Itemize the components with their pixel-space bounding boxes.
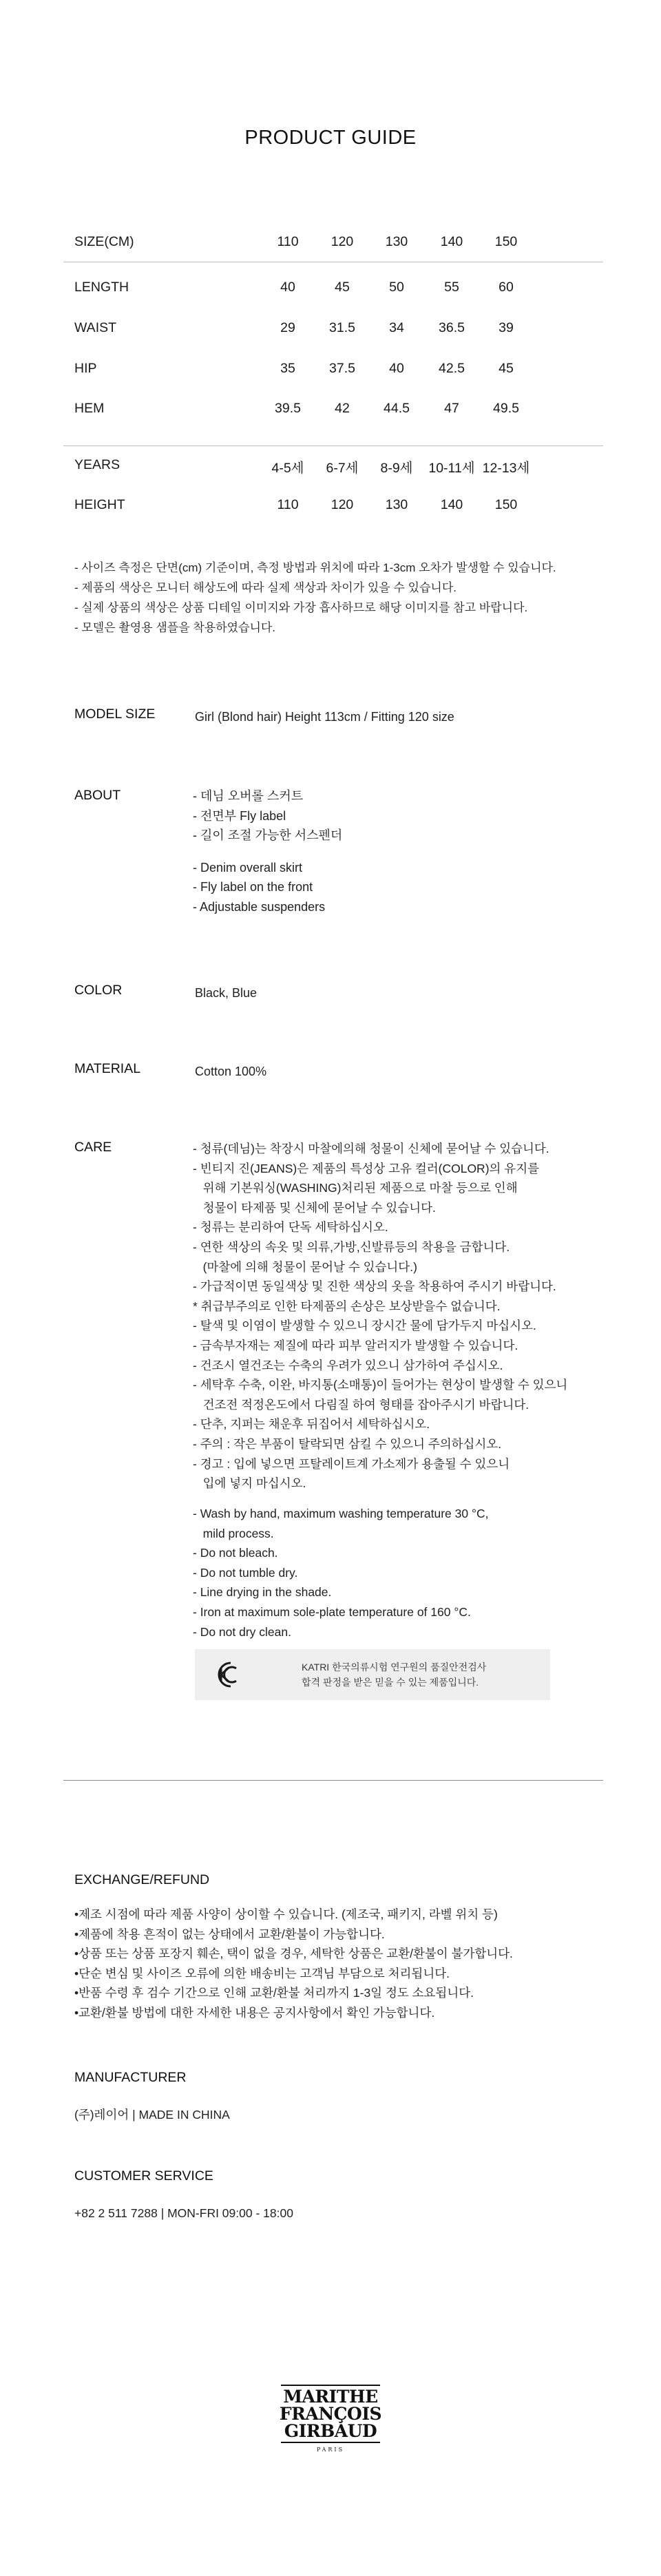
about-line: - 길이 조절 가능한 서스펜더 xyxy=(193,828,343,842)
exchange-line: •단순 변심 및 사이즈 오류에 의한 배송비는 고객님 부담으로 처리됩니다. xyxy=(74,1966,450,1980)
exchange-line: •제조 시점에 따라 제품 사양이 상이할 수 있습니다. (제조국, 패키지, 라벨 위치 등) xyxy=(74,1907,498,1921)
table-cell: 45 xyxy=(499,361,514,376)
table-cell: 42.5 xyxy=(439,361,465,376)
care-line: - 금속부자재는 제질에 따라 피부 알러지가 발생할 수 있습니다. xyxy=(193,1338,518,1352)
material-label: MATERIAL xyxy=(74,1061,141,1076)
model-size-label: MODEL SIZE xyxy=(74,706,156,722)
cert-line: 합격 판정을 받은 믿을 수 있는 제품입니다. xyxy=(302,1677,479,1688)
about-line: - 데님 오버롤 스커트 xyxy=(193,789,304,803)
logo-subtitle: PARIS xyxy=(316,2447,345,2453)
row-label: WAIST xyxy=(74,320,117,335)
table-cell: 44.5 xyxy=(384,401,410,416)
care-line: - 연한 색상의 속옷 및 의류,가방,신발류등의 착용을 금합니다. xyxy=(193,1239,510,1254)
table-cell: 140 xyxy=(440,497,463,512)
care-instructions-english xyxy=(193,1504,488,1642)
care-line: - 가급적이면 동일색상 및 진한 색상의 옷을 착용하여 주시기 바랍니다. xyxy=(193,1279,556,1294)
size-row-height xyxy=(74,497,605,518)
exchange-line: •반품 수령 후 검수 기간으로 인해 교환/환불 처리까지 1-3일 정도 소요됩니다. xyxy=(74,1986,474,2000)
kc-mark-icon xyxy=(210,1659,242,1690)
row-label: HEM xyxy=(74,401,105,416)
table-cell: 150 xyxy=(494,234,518,249)
care-line: mild process. xyxy=(193,1526,274,1540)
care-line: - 주의 : 작은 부품이 탈락되면 삼킬 수 있으니 주의하십시오. xyxy=(193,1436,502,1451)
exchange-line: •상품 또는 상품 포장지 훼손, 택이 없을 경우, 세탁한 상품은 교환/환불이 불가합니다. xyxy=(74,1947,513,1960)
row-label: HIP xyxy=(74,361,97,376)
exchange-line: •교환/환불 방법에 대한 자세한 내용은 공지사항에서 확인 가능합니다. xyxy=(74,2005,435,2020)
size-row-length xyxy=(74,280,605,300)
table-cell: 10-11세 xyxy=(428,461,475,476)
row-label: LENGTH xyxy=(74,280,129,295)
table-cell: 60 xyxy=(499,280,514,295)
care-line: - Line drying in the shade. xyxy=(193,1585,332,1600)
table-cell: 55 xyxy=(444,280,459,295)
exchange-line: •제품에 착용 흔적이 없는 상태에서 교환/환불이 가능합니다. xyxy=(74,1927,385,1941)
table-cell: 140 xyxy=(440,234,463,249)
table-cell: 110 xyxy=(277,497,299,512)
exchange-refund-title: EXCHANGE/REFUND xyxy=(74,1872,210,1887)
note-line: - 사이즈 측정은 단면(cm) 기준이며, 측정 방법과 위치에 따라 1-3cm 오차가 발생할 수 있습니다. xyxy=(74,561,556,574)
note-line: - 제품의 색상은 모니터 해상도에 따라 실제 색상과 차이가 있을 수 있습니다. xyxy=(74,581,457,594)
manufacturer-text: (주)레이어 | MADE IN CHINA xyxy=(74,2108,230,2122)
table-cell: 50 xyxy=(389,280,404,295)
table-cell: 40 xyxy=(389,361,404,376)
logo-line: MARITHE xyxy=(283,2387,378,2407)
logo-line: FRANÇOIS xyxy=(279,2404,382,2424)
about-line: - 전면부 Fly label xyxy=(193,808,286,823)
about-line xyxy=(193,846,342,858)
table-cell: 34 xyxy=(389,320,404,335)
note-line: - 모델은 촬영용 샘플을 착용하였습니다. xyxy=(74,621,276,634)
about-label: ABOUT xyxy=(74,788,121,803)
size-row-hem xyxy=(74,401,605,421)
care-line: - 세탁후 수축, 이완, 바지통(소매통)이 들어가는 현상이 발생할 수 있으니 xyxy=(193,1378,568,1392)
care-label: CARE xyxy=(74,1140,112,1155)
row-label: SIZE(CM) xyxy=(74,234,134,249)
care-line: * 취급부주의로 인한 타제품의 손상은 보상받을수 없습니다. xyxy=(193,1299,501,1313)
table-cell: 39.5 xyxy=(275,401,301,416)
about-text xyxy=(193,786,342,917)
care-instructions-korean xyxy=(193,1139,567,1494)
table-cell: 130 xyxy=(385,234,408,249)
care-line: - Wash by hand, maximum washing temperature 30 °C, xyxy=(193,1507,489,1520)
page-title: PRODUCT GUIDE xyxy=(244,127,417,149)
size-header-row xyxy=(74,234,605,255)
customer-service-title: CUSTOMER SERVICE xyxy=(74,2168,213,2184)
care-line: - Iron at maximum sole-plate temperature of 160 °C. xyxy=(193,1604,471,1619)
exchange-refund-text xyxy=(74,1905,513,2022)
table-cell: 4-5세 xyxy=(271,461,304,476)
table-cell: 8-9세 xyxy=(380,461,413,476)
kc-certification-box xyxy=(195,1649,550,1700)
care-line: - 단추, 지퍼는 채운후 뒤집어서 세탁하십시오. xyxy=(193,1417,430,1432)
note-line: - 실제 상품의 색상은 상품 디테일 이미지와 가장 흡사하므로 해당 이미지를 참고 바랍니다. xyxy=(74,601,528,614)
row-label: YEARS xyxy=(74,457,120,472)
table-cell: 35 xyxy=(280,361,295,376)
care-line: - 경고 : 입에 넣으면 프탈레이트계 가소제가 용출될 수 있으니 xyxy=(193,1456,510,1471)
care-line: - 청류(데님)는 착장시 마찰에의해 청물이 신체에 묻어날 수 있습니다. xyxy=(193,1142,549,1155)
table-cell: 120 xyxy=(330,234,354,249)
section-divider xyxy=(63,1780,603,1781)
table-cell: 6-7세 xyxy=(326,461,359,476)
brand-logo xyxy=(277,2385,384,2453)
size-row-hip xyxy=(74,361,605,381)
table-cell: 45 xyxy=(335,280,350,295)
cert-line: KATRI 한국의류시험 연구원의 품질안전검사 xyxy=(302,1662,487,1673)
table-cell: 47 xyxy=(444,401,459,416)
about-line: - Denim overall skirt xyxy=(193,860,303,875)
table-cell: 42 xyxy=(335,401,350,416)
care-line: 입에 넣지 마십시오. xyxy=(193,1476,306,1491)
about-line: - Adjustable suspenders xyxy=(193,899,326,914)
table-cell: 31.5 xyxy=(329,320,355,335)
model-size-text: Girl (Blond hair) Height 113cm / Fitting 120 size xyxy=(195,710,454,724)
care-line: - Do not bleach. xyxy=(193,1546,278,1560)
care-line: 위해 기본워싱(WASHING)처리된 제품으로 마찰 등으로 인해 xyxy=(193,1181,518,1195)
row-label: HEIGHT xyxy=(74,497,125,512)
size-row-years xyxy=(74,457,605,478)
table-cell: 120 xyxy=(330,497,354,512)
table-cell: 40 xyxy=(280,280,295,295)
care-line: - 탈색 및 이염이 발생할 수 있으니 장시간 물에 담가두지 마십시오. xyxy=(193,1319,536,1333)
care-line: 청물이 타제품 및 신체에 묻어날 수 있습니다. xyxy=(193,1200,436,1215)
table-cell: 110 xyxy=(277,234,299,249)
care-line: - 빈티지 진(JEANS)은 제품의 특성상 고유 컬러(COLOR)의 유지를 xyxy=(193,1161,540,1175)
color-text: Black, Blue xyxy=(195,986,258,1000)
care-line: - Do not tumble dry. xyxy=(193,1565,298,1580)
table-cell: 130 xyxy=(385,497,408,512)
manufacturer-title: MANUFACTURER xyxy=(74,2070,187,2085)
size-row-waist xyxy=(74,320,605,341)
material-text: Cotton 100% xyxy=(195,1065,267,1078)
care-line: - 건조시 열건조는 수축의 우려가 있으니 삼가하여 주십시오. xyxy=(193,1358,503,1372)
table-cell: 150 xyxy=(494,497,518,512)
care-line: (마찰에 의해 청물이 묻어날 수 있습니다.) xyxy=(193,1259,417,1274)
table-cell: 37.5 xyxy=(329,361,355,376)
cert-text xyxy=(302,1659,486,1690)
table-cell: 49.5 xyxy=(493,401,519,416)
table-cell: 39 xyxy=(499,320,514,335)
table-cell: 12-13세 xyxy=(482,461,530,476)
table-cell: 29 xyxy=(280,320,295,335)
size-notes xyxy=(74,558,556,638)
about-line: - Fly label on the front xyxy=(193,880,313,894)
care-line: - Do not dry clean. xyxy=(193,1624,291,1639)
table-cell: 36.5 xyxy=(439,320,465,335)
care-line: 건조전 적정온도에서 다림질 하여 형태를 잡아주시기 바랍니다. xyxy=(193,1397,529,1412)
care-line: - 청류는 분리하여 단독 세탁하십시오. xyxy=(193,1220,388,1235)
logo-line: GIRBAUD xyxy=(284,2421,377,2441)
color-label: COLOR xyxy=(74,983,123,998)
customer-service-text: +82 2 511 7288 | MON-FRI 09:00 - 18:00 xyxy=(74,2206,293,2220)
